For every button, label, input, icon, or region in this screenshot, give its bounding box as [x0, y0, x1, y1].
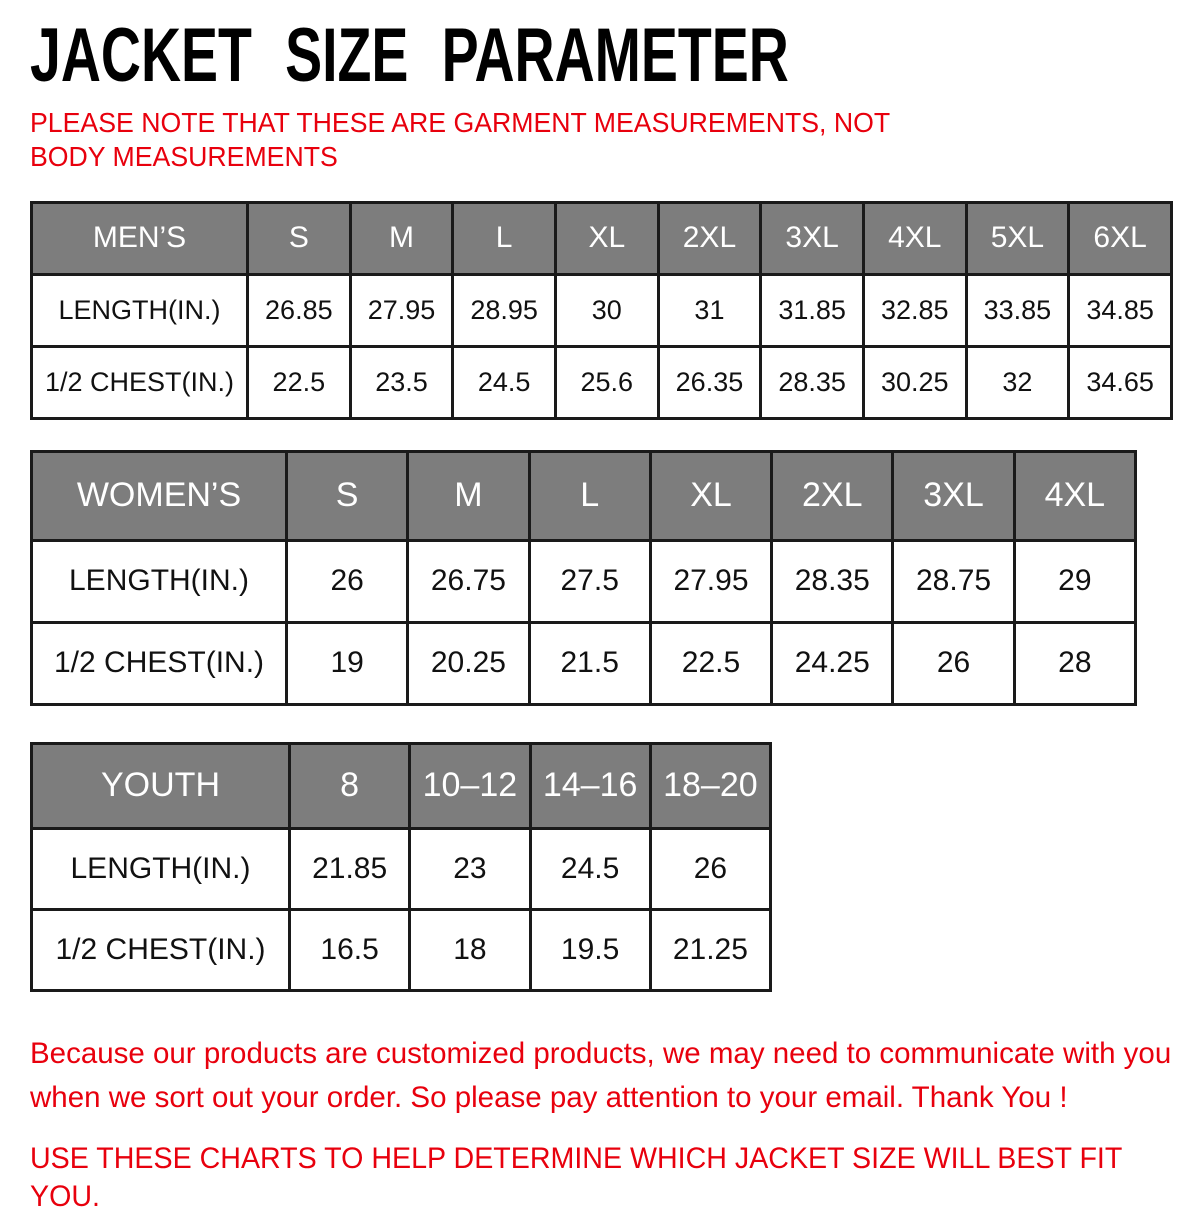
size-header-cell: 4XL: [863, 202, 966, 274]
size-header-cell: XL: [555, 202, 658, 274]
value-cell: 28.95: [453, 274, 556, 346]
value-cell: 23.5: [350, 346, 453, 418]
youth-chest-row: [32, 909, 771, 990]
table-name-cell: MEN’S: [32, 202, 248, 274]
mens-length-row: [32, 274, 1172, 346]
value-cell: 20.25: [408, 622, 529, 704]
mens-size-table: [30, 201, 1173, 420]
value-cell: 30: [555, 274, 658, 346]
size-header-cell: S: [287, 451, 408, 540]
size-header-cell: 18–20: [650, 743, 770, 828]
value-cell: 26: [893, 622, 1014, 704]
size-header-cell: 10–12: [410, 743, 530, 828]
value-cell: 24.5: [453, 346, 556, 418]
value-cell: 19: [287, 622, 408, 704]
value-cell: 26.75: [408, 540, 529, 622]
value-cell: 16.5: [290, 909, 410, 990]
size-header-cell: 2XL: [772, 451, 893, 540]
chart-usage-note: USE THESE CHARTS TO HELP DETERMINE WHICH JACKET SIZE WILL BEST FIT YOU.: [30, 1142, 1122, 1214]
size-header-cell: 4XL: [1014, 451, 1135, 540]
value-cell: 26: [287, 540, 408, 622]
value-cell: 32: [966, 346, 1069, 418]
womens-header-row: [32, 451, 1136, 540]
size-header-cell: 14–16: [530, 743, 650, 828]
garment-measurement-note: PLEASE NOTE THAT THESE ARE GARMENT MEASUREMENTS, NOT BODY MEASUREMENTS: [30, 107, 890, 173]
row-label-cell: LENGTH(IN.): [32, 828, 290, 909]
value-cell: 26: [650, 828, 770, 909]
size-header-cell: L: [453, 202, 556, 274]
value-cell: 28.35: [772, 540, 893, 622]
row-label-cell: 1/2 CHEST(IN.): [32, 909, 290, 990]
value-cell: 27.95: [650, 540, 771, 622]
value-cell: 34.65: [1069, 346, 1172, 418]
value-cell: 22.5: [650, 622, 771, 704]
value-cell: 28: [1014, 622, 1135, 704]
value-cell: 24.25: [772, 622, 893, 704]
value-cell: 27.5: [529, 540, 650, 622]
value-cell: 26.35: [658, 346, 761, 418]
value-cell: 21.85: [290, 828, 410, 909]
mens-header-row: [32, 202, 1172, 274]
value-cell: 25.6: [555, 346, 658, 418]
size-header-cell: 8: [290, 743, 410, 828]
table-name-cell: WOMEN’S: [32, 451, 287, 540]
value-cell: 32.85: [863, 274, 966, 346]
value-cell: 18: [410, 909, 530, 990]
value-cell: 19.5: [530, 909, 650, 990]
youth-header-row: [32, 743, 771, 828]
size-header-cell: M: [350, 202, 453, 274]
value-cell: 29: [1014, 540, 1135, 622]
womens-size-table: [30, 450, 1137, 706]
size-header-cell: 3XL: [761, 202, 864, 274]
value-cell: 23: [410, 828, 530, 909]
size-header-cell: S: [248, 202, 351, 274]
value-cell: 30.25: [863, 346, 966, 418]
youth-size-table: [30, 742, 772, 992]
value-cell: 27.95: [350, 274, 453, 346]
size-header-cell: 3XL: [893, 451, 1014, 540]
size-header-cell: M: [408, 451, 529, 540]
size-header-cell: 5XL: [966, 202, 1069, 274]
value-cell: 28.35: [761, 346, 864, 418]
value-cell: 24.5: [530, 828, 650, 909]
mens-chest-row: [32, 346, 1172, 418]
row-label-cell: LENGTH(IN.): [32, 274, 248, 346]
size-header-cell: L: [529, 451, 650, 540]
value-cell: 31: [658, 274, 761, 346]
value-cell: 28.75: [893, 540, 1014, 622]
row-label-cell: 1/2 CHEST(IN.): [32, 622, 287, 704]
value-cell: 21.25: [650, 909, 770, 990]
value-cell: 21.5: [529, 622, 650, 704]
value-cell: 34.85: [1069, 274, 1172, 346]
womens-length-row: [32, 540, 1136, 622]
table-name-cell: YOUTH: [32, 743, 290, 828]
size-header-cell: 6XL: [1069, 202, 1172, 274]
youth-length-row: [32, 828, 771, 909]
value-cell: 22.5: [248, 346, 351, 418]
size-header-cell: XL: [650, 451, 771, 540]
row-label-cell: LENGTH(IN.): [32, 540, 287, 622]
value-cell: 33.85: [966, 274, 1069, 346]
page-title: JACKET SIZE PARAMETER: [30, 13, 789, 98]
customization-note: Because our products are customized products, we may need to communicate with you when we sort out your order. So please pay attention to your email. Thank You !: [30, 1036, 1172, 1114]
value-cell: 31.85: [761, 274, 864, 346]
row-label-cell: 1/2 CHEST(IN.): [32, 346, 248, 418]
womens-chest-row: [32, 622, 1136, 704]
value-cell: 26.85: [248, 274, 351, 346]
size-header-cell: 2XL: [658, 202, 761, 274]
